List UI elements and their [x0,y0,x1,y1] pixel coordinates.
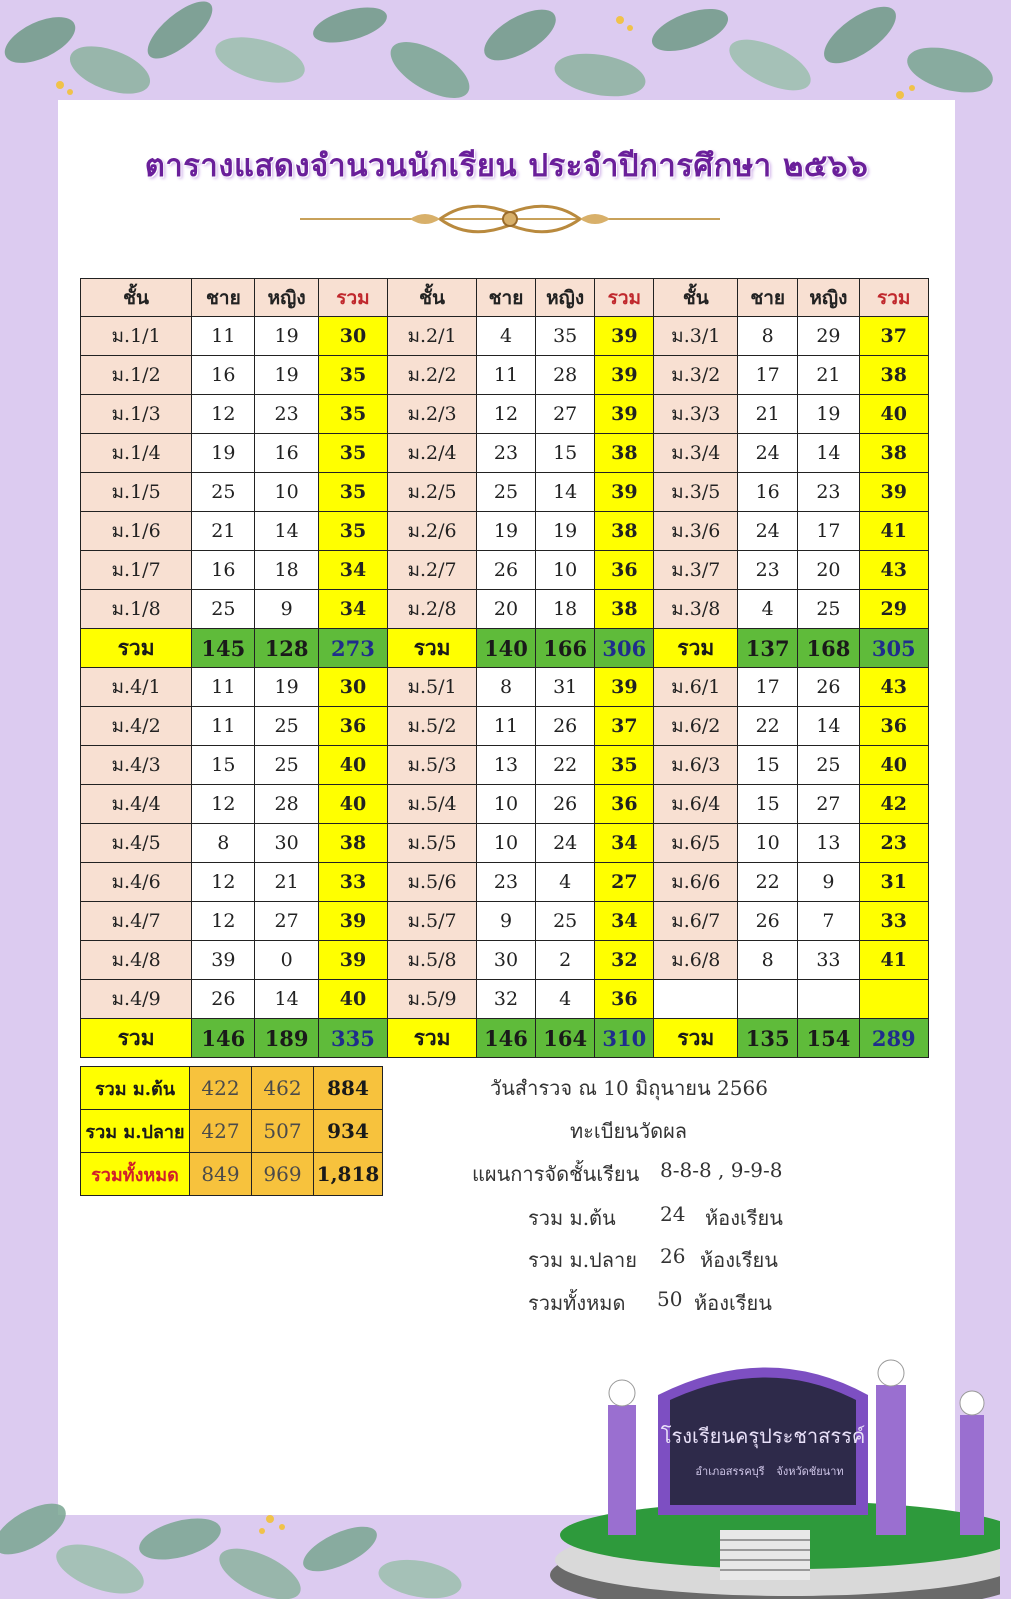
female-count: 0 [255,941,318,980]
male-count: 19 [476,512,535,551]
female-count: 25 [798,746,859,785]
male-count: 26 [476,551,535,590]
class-name: ม.2/8 [388,590,477,629]
upper-rooms-label: รวม ม.ปลาย [528,1248,637,1272]
class-total: 39 [595,356,654,395]
table-row [81,395,929,434]
class-name: ม.5/1 [388,668,477,707]
female-count: 19 [255,356,318,395]
male-count: 19 [192,434,255,473]
class-name: ม.2/6 [388,512,477,551]
class-total: 36 [595,980,654,1019]
header-male: ชาย [738,279,798,317]
student-count-table [80,278,929,1058]
female-count: 4 [536,980,595,1019]
grand-total: 884 [314,1067,383,1110]
class-total: 35 [318,434,387,473]
class-name: ม.1/4 [81,434,192,473]
class-name: ม.3/4 [654,434,738,473]
class-name: ม.6/7 [654,902,738,941]
female-count: 24 [536,824,595,863]
class-name: ม.2/3 [388,395,477,434]
class-name: ม.6/4 [654,785,738,824]
class-name: ม.6/2 [654,707,738,746]
male-count: 24 [738,512,798,551]
male-count: 10 [476,824,535,863]
male-count: 12 [192,785,255,824]
female-count: 13 [798,824,859,863]
male-count: 10 [476,785,535,824]
male-count [738,980,798,1019]
class-name: ม.6/6 [654,863,738,902]
class-name: ม.4/1 [81,668,192,707]
class-total: 40 [318,785,387,824]
header-female: หญิง [798,279,859,317]
male-count: 8 [738,941,798,980]
class-total: 39 [318,941,387,980]
class-total: 35 [318,395,387,434]
sum-male: 140 [476,629,535,668]
school-name: โรงเรียนครุประชาสรรค์ [660,1424,866,1448]
class-name: ม.5/4 [388,785,477,824]
all-rooms-label: รวมทั้งหมด [528,1291,626,1315]
class-total [859,980,928,1019]
grand-total-table [80,1066,383,1196]
class-name: ม.4/8 [81,941,192,980]
female-count: 19 [255,317,318,356]
upper-rooms-count: 26 [660,1244,686,1268]
female-count: 27 [536,395,595,434]
sum-male: 145 [192,629,255,668]
class-total: 36 [595,551,654,590]
female-count: 14 [536,473,595,512]
male-count: 8 [476,668,535,707]
upper-rooms-unit: ห้องเรียน [700,1248,778,1272]
grand-male: 427 [190,1110,252,1153]
female-count: 25 [536,902,595,941]
class-total: 35 [318,512,387,551]
female-count: 4 [536,863,595,902]
male-count: 12 [192,395,255,434]
school-sign-illustration [540,1335,1000,1599]
class-total: 31 [859,863,928,902]
registrar-label: ทะเบียนวัดผล [570,1119,688,1143]
sum-total: 306 [595,629,654,668]
class-total: 38 [595,590,654,629]
female-count: 18 [255,551,318,590]
header-total: รวม [318,279,387,317]
class-total: 39 [595,317,654,356]
grand-label: รวมทั้งหมด [81,1153,190,1196]
female-count: 26 [536,707,595,746]
male-count: 22 [738,707,798,746]
table-row [81,941,929,980]
sum-total: 335 [318,1019,387,1058]
male-count: 8 [192,824,255,863]
class-name [654,980,738,1019]
male-count: 26 [192,980,255,1019]
male-count: 30 [476,941,535,980]
female-count: 16 [255,434,318,473]
header-grade: ชั้น [388,279,477,317]
class-name: ม.6/1 [654,668,738,707]
table-row [81,551,929,590]
male-count: 25 [476,473,535,512]
female-count: 26 [536,785,595,824]
table-row [81,980,929,1019]
male-count: 11 [476,356,535,395]
class-total: 39 [595,395,654,434]
male-count: 9 [476,902,535,941]
class-name: ม.5/6 [388,863,477,902]
grand-label: รวม ม.ต้น [81,1067,190,1110]
female-count: 7 [798,902,859,941]
male-count: 4 [738,590,798,629]
page-title: ตารางแสดงจำนวนนักเรียน ประจำปีการศึกษา ๒๕๖๖ [144,148,869,184]
sum-label: รวม [388,1019,477,1058]
lower-rooms-label: รวม ม.ต้น [528,1206,616,1230]
table-row [81,824,929,863]
class-name: ม.3/2 [654,356,738,395]
class-name: ม.3/1 [654,317,738,356]
class-total: 38 [318,824,387,863]
male-count: 23 [738,551,798,590]
male-count: 25 [192,473,255,512]
female-count [798,980,859,1019]
header-female: หญิง [536,279,595,317]
female-count: 26 [798,668,859,707]
male-count: 21 [738,395,798,434]
class-name: ม.1/2 [81,356,192,395]
female-count: 14 [255,512,318,551]
class-name: ม.2/5 [388,473,477,512]
male-count: 23 [476,434,535,473]
female-count: 29 [798,317,859,356]
header-row [81,279,929,317]
class-total: 35 [318,473,387,512]
male-count: 25 [192,590,255,629]
sum-row [81,1019,929,1058]
sum-label: รวม [81,1019,192,1058]
male-count: 16 [738,473,798,512]
female-count: 9 [798,863,859,902]
female-count: 21 [255,863,318,902]
header-male: ชาย [476,279,535,317]
male-count: 39 [192,941,255,980]
female-count: 18 [536,590,595,629]
female-count: 22 [536,746,595,785]
female-count: 20 [798,551,859,590]
female-count: 23 [798,473,859,512]
table-row [81,746,929,785]
header-grade: ชั้น [654,279,738,317]
class-total: 30 [318,317,387,356]
female-count: 30 [255,824,318,863]
class-name: ม.6/5 [654,824,738,863]
grand-total: 934 [314,1110,383,1153]
header-total: รวม [595,279,654,317]
female-count: 14 [255,980,318,1019]
lower-rooms-unit: ห้องเรียน [705,1206,783,1230]
class-total: 39 [318,902,387,941]
grand-female: 969 [252,1153,314,1196]
sum-male: 146 [192,1019,255,1058]
class-name: ม.1/1 [81,317,192,356]
class-name: ม.2/4 [388,434,477,473]
female-count: 31 [536,668,595,707]
class-name: ม.4/9 [81,980,192,1019]
school-province: จังหวัดชัยนาท [776,1465,844,1478]
class-name: ม.1/3 [81,395,192,434]
female-count: 23 [255,395,318,434]
male-count: 12 [192,902,255,941]
class-total: 34 [595,902,654,941]
female-count: 27 [798,785,859,824]
table-row [81,590,929,629]
class-name: ม.4/2 [81,707,192,746]
male-count: 12 [192,863,255,902]
class-name: ม.1/6 [81,512,192,551]
class-name: ม.4/5 [81,824,192,863]
male-count: 26 [738,902,798,941]
class-total: 29 [859,590,928,629]
header-total: รวม [859,279,928,317]
grand-row [81,1153,383,1196]
class-total: 30 [318,668,387,707]
male-count: 24 [738,434,798,473]
leaf-decoration-top [0,0,1011,110]
sum-label: รวม [654,1019,738,1058]
all-rooms-count: 50 [657,1287,683,1311]
sum-label: รวม [81,629,192,668]
class-name: ม.2/7 [388,551,477,590]
female-count: 28 [255,785,318,824]
grand-male: 849 [190,1153,252,1196]
sum-label: รวม [654,629,738,668]
female-count: 17 [798,512,859,551]
male-count: 16 [192,356,255,395]
class-name: ม.4/4 [81,785,192,824]
grand-female: 507 [252,1110,314,1153]
class-name: ม.4/7 [81,902,192,941]
class-total: 36 [595,785,654,824]
male-count: 17 [738,356,798,395]
male-count: 15 [738,746,798,785]
class-name: ม.6/8 [654,941,738,980]
female-count: 27 [255,902,318,941]
class-name: ม.5/7 [388,902,477,941]
male-count: 13 [476,746,535,785]
class-name: ม.2/1 [388,317,477,356]
female-count: 10 [536,551,595,590]
class-name: ม.1/7 [81,551,192,590]
table-row [81,317,929,356]
class-total: 43 [859,551,928,590]
table-row [81,707,929,746]
male-count: 15 [192,746,255,785]
class-total: 40 [859,395,928,434]
class-total: 34 [595,824,654,863]
class-name: ม.3/3 [654,395,738,434]
class-total: 37 [859,317,928,356]
survey-date: วันสำรวจ ณ 10 มิถุนายน 2566 [490,1076,768,1100]
female-count: 33 [798,941,859,980]
table-row [81,863,929,902]
male-count: 15 [738,785,798,824]
male-count: 16 [192,551,255,590]
female-count: 21 [798,356,859,395]
male-count: 4 [476,317,535,356]
class-total: 34 [318,551,387,590]
class-name: ม.3/6 [654,512,738,551]
class-name: ม.1/8 [81,590,192,629]
female-count: 9 [255,590,318,629]
class-total: 36 [318,707,387,746]
class-total: 40 [318,980,387,1019]
male-count: 20 [476,590,535,629]
sum-label: รวม [388,629,477,668]
male-count: 32 [476,980,535,1019]
grand-row [81,1067,383,1110]
table-row [81,902,929,941]
class-name: ม.1/5 [81,473,192,512]
school-district: อำเภอสรรคบุรี [695,1465,765,1478]
class-name: ม.3/5 [654,473,738,512]
class-total: 35 [595,746,654,785]
class-total: 38 [859,434,928,473]
header-male: ชาย [192,279,255,317]
sum-total: 305 [859,629,928,668]
female-count: 25 [798,590,859,629]
class-total: 39 [595,668,654,707]
class-total: 42 [859,785,928,824]
ornament-divider [290,195,730,245]
table-row [81,512,929,551]
sum-male: 137 [738,629,798,668]
sum-female: 164 [536,1019,595,1058]
class-total: 33 [859,902,928,941]
sum-female: 168 [798,629,859,668]
class-total: 39 [595,473,654,512]
class-name: ม.4/3 [81,746,192,785]
header-female: หญิง [255,279,318,317]
sum-female: 128 [255,629,318,668]
class-total: 34 [318,590,387,629]
class-plan-value: 8-8-8 , 9-9-8 [660,1158,783,1182]
class-total: 41 [859,941,928,980]
sum-total: 289 [859,1019,928,1058]
class-name: ม.4/6 [81,863,192,902]
female-count: 19 [798,395,859,434]
grand-female: 462 [252,1067,314,1110]
grand-row [81,1110,383,1153]
grand-total: 1,818 [314,1153,383,1196]
class-name: ม.6/3 [654,746,738,785]
class-name: ม.5/8 [388,941,477,980]
class-name: ม.2/2 [388,356,477,395]
header-grade: ชั้น [81,279,192,317]
lower-rooms-count: 24 [660,1202,686,1226]
class-plan-label: แผนการจัดชั้นเรียน [472,1162,640,1186]
female-count: 35 [536,317,595,356]
class-total: 39 [859,473,928,512]
table-row [81,668,929,707]
grand-male: 422 [190,1067,252,1110]
sum-male: 135 [738,1019,798,1058]
class-total: 41 [859,512,928,551]
class-total: 23 [859,824,928,863]
class-name: ม.5/5 [388,824,477,863]
sum-female: 166 [536,629,595,668]
male-count: 21 [192,512,255,551]
class-total: 35 [318,356,387,395]
class-name: ม.3/7 [654,551,738,590]
male-count: 17 [738,668,798,707]
class-name: ม.5/9 [388,980,477,1019]
table-row [81,434,929,473]
sum-total: 310 [595,1019,654,1058]
male-count: 10 [738,824,798,863]
female-count: 25 [255,707,318,746]
sum-row [81,629,929,668]
class-total: 40 [318,746,387,785]
class-total: 33 [318,863,387,902]
male-count: 11 [192,668,255,707]
class-total: 27 [595,863,654,902]
male-count: 11 [192,317,255,356]
female-count: 19 [255,668,318,707]
class-total: 40 [859,746,928,785]
class-total: 38 [595,512,654,551]
female-count: 28 [536,356,595,395]
sum-total: 273 [318,629,387,668]
female-count: 14 [798,434,859,473]
class-total: 38 [595,434,654,473]
class-total: 37 [595,707,654,746]
female-count: 25 [255,746,318,785]
class-total: 43 [859,668,928,707]
female-count: 2 [536,941,595,980]
class-name: ม.5/2 [388,707,477,746]
grand-label: รวม ม.ปลาย [81,1110,190,1153]
female-count: 15 [536,434,595,473]
class-total: 32 [595,941,654,980]
table-row [81,785,929,824]
male-count: 11 [192,707,255,746]
class-name: ม.5/3 [388,746,477,785]
class-total: 38 [859,356,928,395]
class-name: ม.3/8 [654,590,738,629]
male-count: 23 [476,863,535,902]
male-count: 12 [476,395,535,434]
table-row [81,473,929,512]
class-total: 36 [859,707,928,746]
table-row [81,356,929,395]
female-count: 19 [536,512,595,551]
sum-female: 154 [798,1019,859,1058]
sum-male: 146 [476,1019,535,1058]
male-count: 8 [738,317,798,356]
sum-female: 189 [255,1019,318,1058]
female-count: 14 [798,707,859,746]
male-count: 22 [738,863,798,902]
all-rooms-unit: ห้องเรียน [694,1291,772,1315]
female-count: 10 [255,473,318,512]
male-count: 11 [476,707,535,746]
